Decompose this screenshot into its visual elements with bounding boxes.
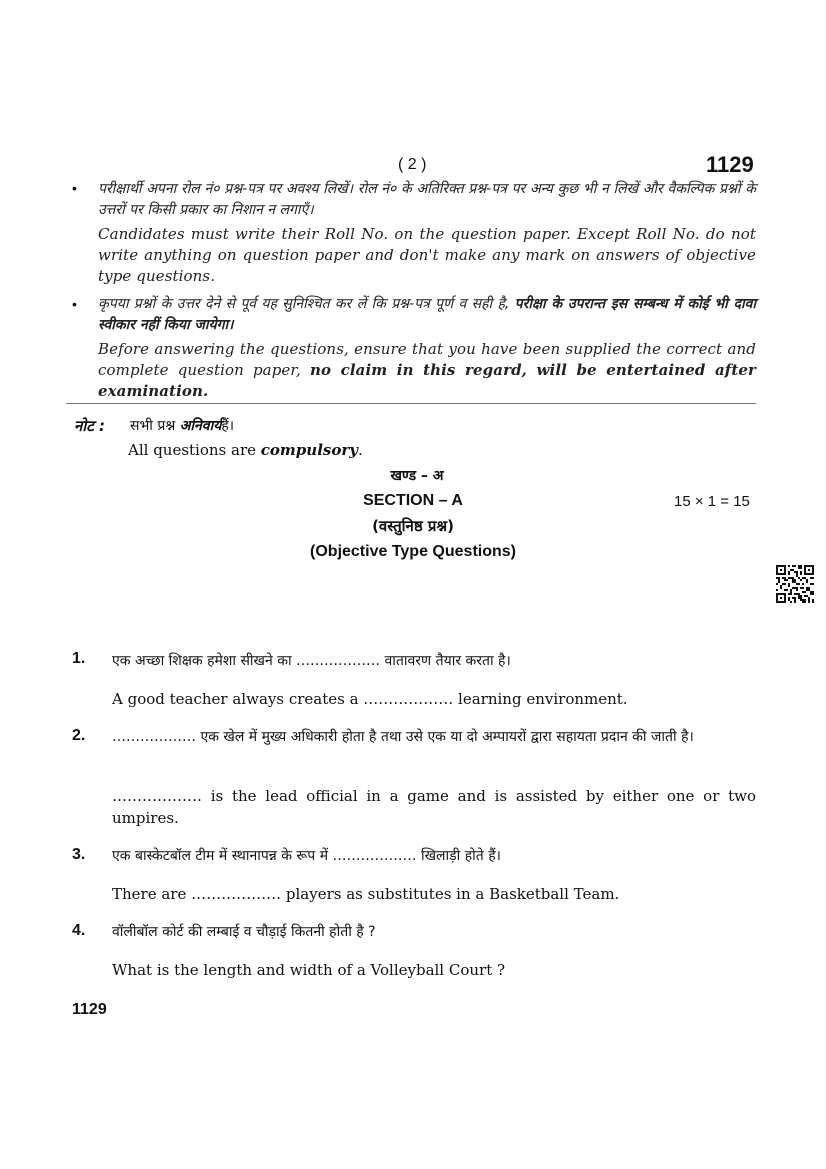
instruction-2-english-text: Before answering the questions, ensure that you have been supplied the correct and complete question paper, [98,340,756,379]
question-4-hindi: वॉलीबॉल कोर्ट की लम्बाई व चौड़ाई कितनी होती है ? [112,924,376,940]
question-2-english: ……………… is the lead official in a game and is assisted by either one or two umpires. [112,787,756,827]
note-hindi [130,416,234,435]
instruction-2-english-bold: no claim in this regard, will be entertained after examination. [98,361,757,400]
question-1-hindi: एक अच्छा शिक्षक हमेशा सीखने का ……………… वातावरण तैयार करता है। [112,653,511,669]
note-english [128,441,363,459]
section-type: (Objective Type Questions) [310,543,516,560]
note-english-bold: compulsory [260,441,358,459]
question-2-hindi: ……………… एक खेल में मुख्य अधिकारी होता है तथा उसे एक या दो अम्पायरों द्वारा सहायता प्रदान की जाती है। [112,729,694,745]
section-marks: 15 × 1 = 15 [674,493,750,510]
paper-code-header: 1129 [706,152,754,177]
instruction-1-hindi: परीक्षार्थी अपना रोल नं० प्रश्न-पत्र पर अवश्य लिखें। रोल नं० के अतिरिक्त प्रश्न-पत्र पर अन्य कुछ भी न लिखें और वैकल्पिक प्रश्नों के उत्तरों पर किसी प्रकार का निशान न लगाएँ। [98,181,756,218]
question-3-number: 3. [72,846,86,863]
question-2-number: 2. [72,727,86,744]
question-4-number: 4. [72,922,86,939]
note-english-prefix: All questions are [128,441,257,459]
section-hindi-type: (वस्तुनिष्ठ प्रश्न) [372,517,454,535]
note-english-suffix: . [357,441,363,459]
bullet-2: • [72,296,77,312]
question-4-english: What is the length and width of a Volleyball Court ? [112,961,506,979]
question-1-number: 1. [72,650,86,667]
note-hindi-suffix: हैं। [221,418,235,434]
bullet-1: • [72,180,77,196]
section-hindi-title: खण्ड – अ [390,468,444,484]
question-3-hindi: एक बास्केटबॉल टीम में स्थानापन्न के रूप में ……………… खिलाड़ी होते हैं। [112,848,501,864]
section-title: SECTION – A [363,492,463,509]
instruction-2-hindi-text: कृपया प्रश्नों के उत्तर देने से पूर्व यह सुनिश्चित कर लें कि प्रश्न-पत्र पूर्ण व सही है, [98,296,510,312]
question-1-english: A good teacher always creates a ……………… learning environment. [112,690,628,708]
instruction-2-hindi-bold: परीक्षा के उपरान्त इस सम्बन्ध में कोई भी दावा स्वीकार नहीं किया जायेगा। [98,296,756,333]
note-hindi-prefix: सभी प्रश्न [130,418,176,434]
instruction-1-english: Candidates must write their Roll No. on the question paper. Except Roll No. do not write anything on question paper and don't make any mark on answers of objective type questions. [98,225,756,285]
note-hindi-bold: अनिवार्य [179,418,222,434]
instruction-2 [98,294,756,402]
page-number: ( 2 ) [398,156,427,173]
instruction-2-hindi [98,294,756,336]
note-label: नोट : [74,417,105,435]
instruction-2-english [98,339,756,402]
divider [66,403,756,404]
question-3-english: There are ……………… players as substitutes in a Basketball Team. [112,885,620,903]
paper-code-footer: 1129 [72,1001,107,1018]
qr-code-icon [776,565,814,603]
instruction-1 [98,179,756,287]
